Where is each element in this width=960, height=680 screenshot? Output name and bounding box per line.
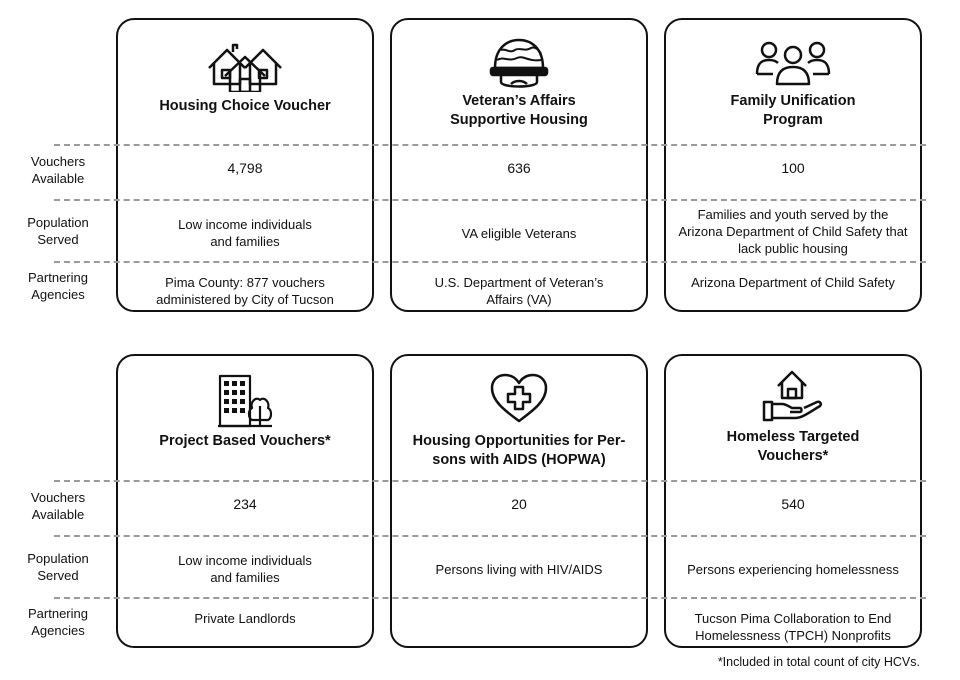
vouchers-available-value: 234: [233, 496, 257, 512]
row-label-population: Population Served: [27, 551, 89, 583]
program-card-pbv: [116, 354, 374, 648]
hand-house-icon: [762, 368, 824, 424]
row-label-vouchers: Vouchers Available: [30, 490, 86, 522]
vouchers-available-value: 636: [507, 160, 531, 176]
population-served-value: Persons experiencing homelessness: [687, 562, 899, 577]
footnote: *Included in total count of city HCVs.: [717, 655, 920, 669]
program-title: Housing Choice Voucher: [159, 98, 331, 114]
program-title: Housing Opportunities for Per- sons with AIDS (HOPWA): [412, 433, 626, 468]
program-card-hcv: [116, 18, 374, 312]
row-label-population: Population Served: [27, 215, 89, 247]
vouchers-available-value: 20: [511, 496, 527, 512]
partnering-agencies-value: Arizona Department of Child Safety: [691, 275, 895, 290]
row-divider: [54, 480, 926, 482]
row-divider: [54, 597, 926, 599]
family-icon: [755, 40, 831, 86]
population-served-value: Low income individuals and families: [178, 553, 312, 585]
population-served-value: Persons living with HIV/AIDS: [435, 562, 603, 577]
population-served-value: VA eligible Veterans: [461, 226, 577, 241]
row-divider: [54, 144, 926, 146]
apartment-building-icon: [216, 372, 274, 428]
partnering-agencies-value: Pima County: 877 vouchers administered by City of Tucson: [156, 275, 334, 307]
row-divider: [54, 199, 926, 201]
population-served-value: Families and youth served by the Arizona Department of Child Safety that lack public housing: [678, 207, 908, 256]
heart-cross-icon: [489, 372, 549, 424]
program-title: Family Unification Program: [730, 93, 856, 128]
partnering-agencies-value: U.S. Department of Veteran’s Affairs (VA): [434, 275, 604, 307]
vouchers-available-value: 4,798: [227, 160, 263, 176]
program-card-hopwa: [390, 354, 648, 648]
partnering-agencies-value: Private Landlords: [194, 611, 296, 626]
vouchers-available-value: 540: [781, 496, 805, 512]
program-card-fup: [664, 18, 922, 312]
program-card-homeless: [664, 354, 922, 648]
row-label-partners: Partnering Agencies: [28, 270, 88, 302]
program-title: Veteran’s Affairs Supportive Housing: [450, 93, 588, 128]
military-helmet-icon: [489, 36, 549, 92]
row-label-partners: Partnering Agencies: [28, 606, 88, 638]
vouchers-available-value: 100: [781, 160, 805, 176]
row-divider: [54, 535, 926, 537]
houses-icon: [205, 40, 285, 92]
program-title: Homeless Targeted Vouchers*: [726, 429, 860, 464]
row-divider: [54, 261, 926, 263]
program-title: Project Based Vouchers*: [159, 433, 331, 449]
row-label-vouchers: Vouchers Available: [30, 154, 86, 186]
partnering-agencies-value: Tucson Pima Collaboration to End Homelessness (TPCH) Nonprofits: [694, 611, 892, 643]
population-served-value: Low income individuals and families: [178, 217, 312, 249]
program-card-vash: [390, 18, 648, 312]
